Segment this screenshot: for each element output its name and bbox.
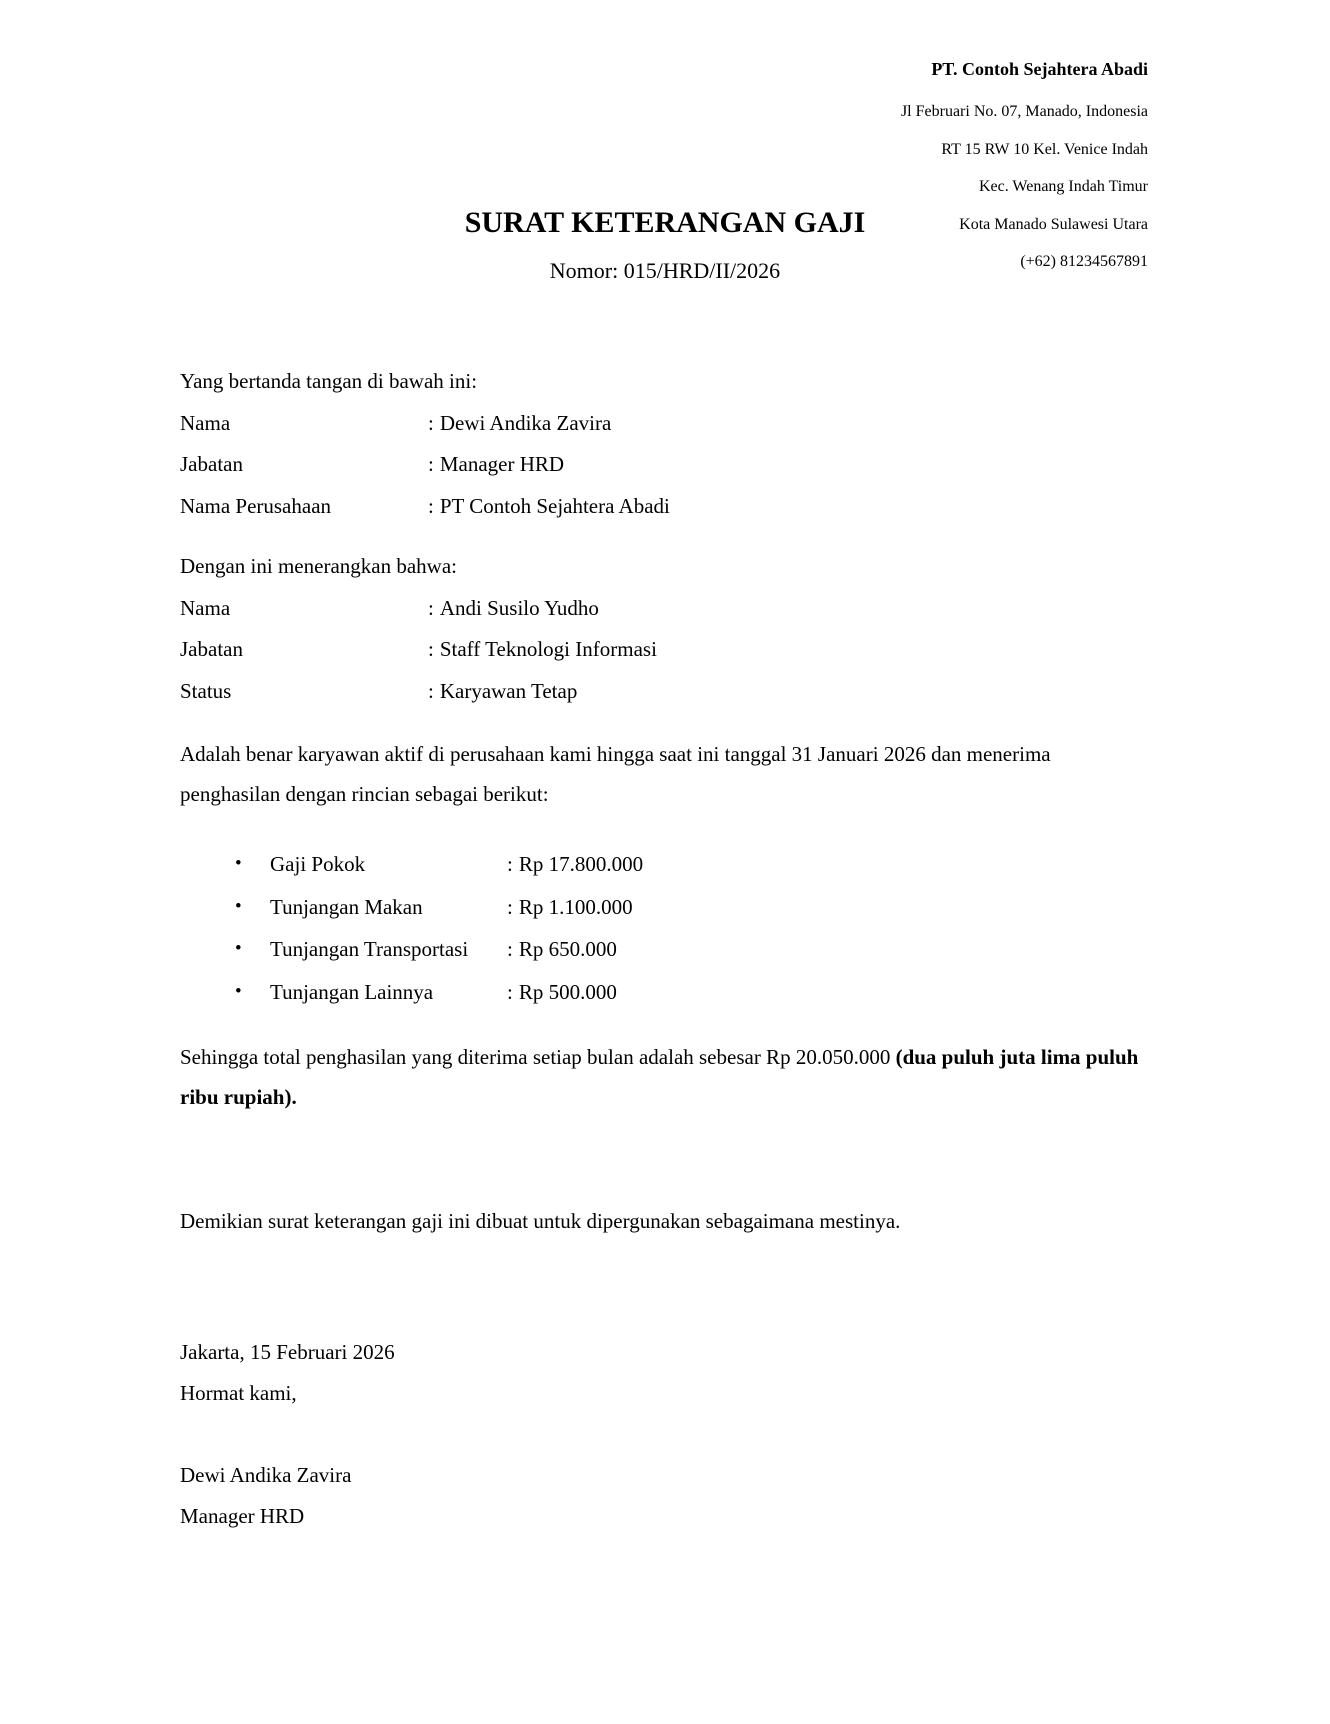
letterhead (901, 57, 1148, 281)
intro-paragraph: Yang bertanda tangan di bawah ini: (180, 369, 478, 393)
signer-field-row (180, 486, 1150, 528)
employee-field-row (180, 671, 1150, 713)
salary-list-item (180, 843, 1150, 886)
salary-list-item (180, 971, 1150, 1014)
field-separator: : (507, 979, 513, 1004)
employment-statement: Adalah benar karyawan aktif di perusahaan kami hingga saat ini tanggal 31 Januari 2026 dan menerima penghasilan dengan rincian sebagai berikut: (180, 742, 1051, 806)
bullet-icon: • (235, 853, 242, 874)
phone-number: (+62) 81234567891 (1020, 253, 1148, 270)
closing-statement: Demikian surat keterangan gaji ini dibuat untuk dipergunakan sebagaimana mestinya. (180, 1209, 901, 1233)
field-separator: : (428, 595, 434, 620)
field-value: Andi Susilo Yudho (439, 595, 599, 620)
place-date: Jakarta, 15 Februari 2026 (180, 1339, 395, 1364)
field-separator: : (428, 410, 434, 435)
salutation: Hormat kami, (180, 1380, 297, 1405)
field-value: PT Contoh Sejahtera Abadi (439, 493, 670, 518)
salary-item-value: Rp 650.000 (518, 937, 617, 961)
signer-name: Dewi Andika Zavira (180, 1462, 352, 1487)
signer-title: Manager HRD (180, 1503, 305, 1528)
salary-item-label: Tunjangan Makan (270, 894, 423, 919)
salary-item-label: Tunjangan Lainnya (270, 979, 434, 1004)
field-label: Nama Perusahaan (180, 493, 332, 518)
field-separator: : (507, 852, 513, 876)
field-label: Nama (180, 410, 231, 435)
document-number: Nomor: 015/HRD/II/2026 (549, 258, 781, 283)
company-name: PT. Contoh Sejahtera Abadi (931, 59, 1148, 79)
document-body (0, 205, 1330, 1537)
address-line: Kec. Wenang Indah Timur (978, 178, 1148, 195)
salary-item-value: Rp 1.100.000 (518, 894, 633, 919)
bullet-icon: • (235, 895, 242, 917)
field-value: Karyawan Tetap (439, 678, 578, 703)
address-line: RT 15 RW 10 Kel. Venice Indah (941, 140, 1148, 158)
field-separator: : (507, 937, 513, 961)
salary-item-value: Rp 500.000 (518, 979, 617, 1004)
salary-list-item (180, 928, 1150, 971)
salary-item-value: Rp 17.800.000 (518, 852, 644, 876)
field-value: Manager HRD (439, 452, 565, 476)
total-text: Sehingga total penghasilan yang diterima setiap bulan adalah sebesar Rp 20.050.000 (180, 1045, 896, 1069)
employee-field-row (180, 629, 1150, 671)
field-separator: : (428, 637, 434, 661)
bullet-icon: • (235, 980, 242, 1002)
signoff-block (180, 1332, 1150, 1414)
signature-block (180, 1455, 1150, 1537)
field-label: Jabatan (180, 452, 243, 476)
total-income-statement (180, 1037, 1150, 1117)
salary-list-item (180, 886, 1150, 929)
field-separator: : (428, 452, 434, 476)
document-title: SURAT KETERANGAN GAJI (464, 206, 866, 239)
field-label: Jabatan (180, 637, 243, 661)
signer-field-row (180, 444, 1150, 486)
total-amount-in-words: (dua puluh juta lima puluh ribu rupiah). (180, 1045, 1139, 1109)
field-value: Dewi Andika Zavira (439, 410, 612, 435)
bullet-icon: • (235, 938, 242, 959)
address-line: Kota Manado Sulawesi Utara (959, 215, 1148, 233)
field-label: Status (180, 678, 232, 703)
field-separator: : (507, 894, 513, 919)
field-separator: : (428, 493, 434, 518)
signer-field-row (180, 403, 1150, 445)
employee-field-row (180, 588, 1150, 630)
salary-item-label: Gaji Pokok (270, 852, 366, 876)
field-value: Staff Teknologi Informasi (439, 637, 657, 661)
salary-item-label: Tunjangan Transportasi (270, 937, 469, 961)
salary-list (180, 843, 1150, 1013)
field-separator: : (428, 678, 434, 703)
employee-intro-paragraph: Dengan ini menerangkan bahwa: (180, 554, 457, 578)
address-line: Jl Februari No. 07, Manado, Indonesia (900, 103, 1148, 120)
field-label: Nama (180, 595, 231, 620)
